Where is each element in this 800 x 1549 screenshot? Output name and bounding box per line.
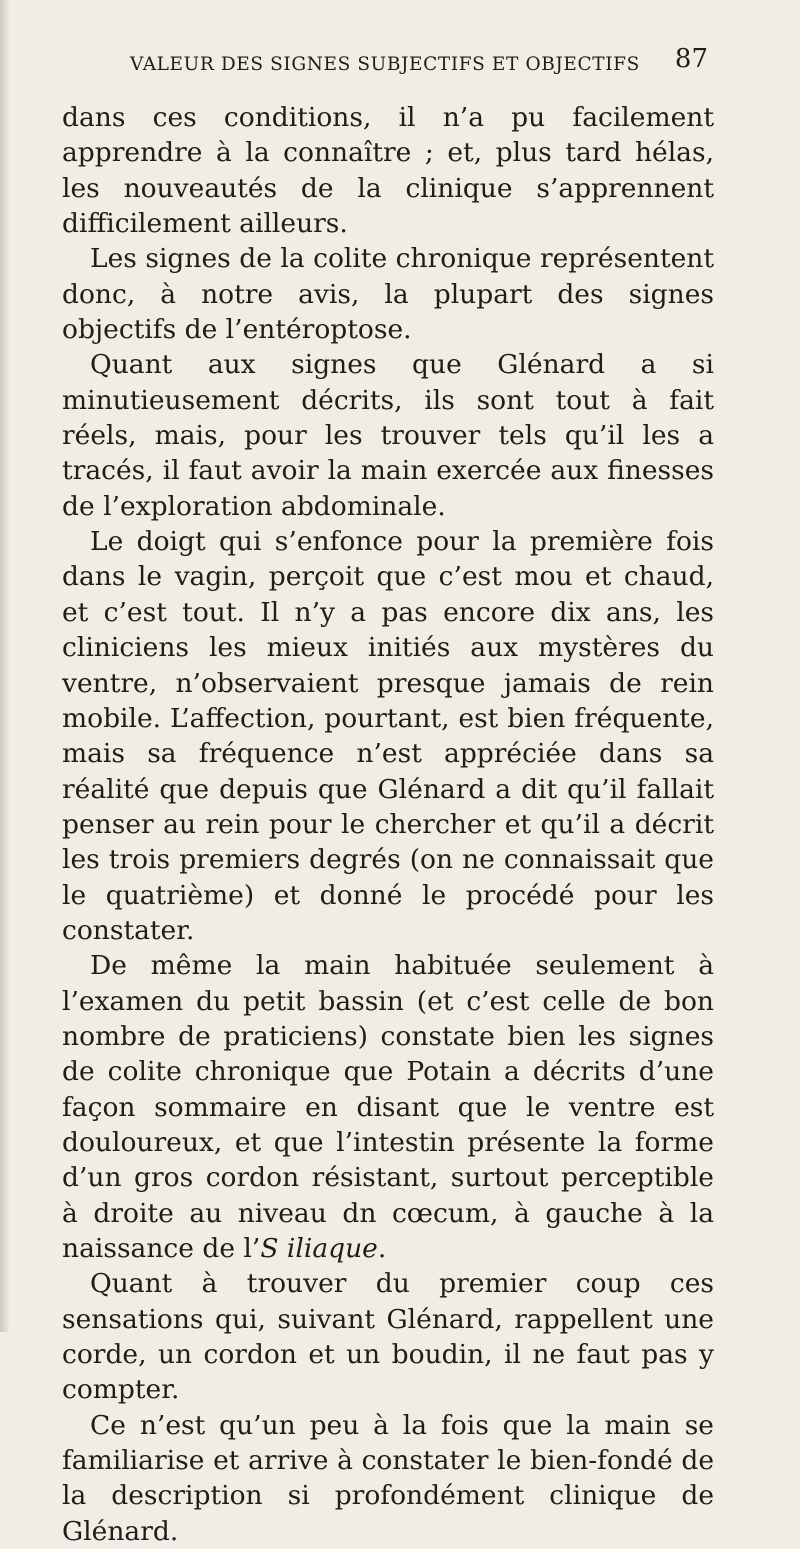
page-edge-shadow — [0, 0, 10, 1332]
paragraph-continuation: dans ces conditions, il n’a pu facilement apprendre à la connaître ; et, plus tard hélas, les nouveautés de la clinique s’apprennent difficilement ailleurs. — [62, 102, 714, 240]
paragraph-petit-bassin — [62, 948, 714, 1266]
paragraph-rein-mobile: Le doigt qui s’enfonce pour la première fois dans le vagin, perçoit que c’est mou et chaud, et c’est tout. Il n’y a pas encore dix ans, les cliniciens les mieux initiés aux mystères du ventre, n’observaient presque jamais de rein mobile. L’affection, pourtant, est bien fréquente, mais sa fréquence n’est appréciée dans sa réalité que depuis que Glénard a dit qu’il fallait penser au rein pour le chercher et qu’il a décrit les trois premiers degrés (on ne connaissait que le quatrième) et donné le procédé pour les constater. — [62, 526, 714, 946]
running-head — [130, 44, 708, 78]
paragraph-petit-bassin-text: De même la main habituée seulement à l’examen du petit bassin (et c’est celle de bon nombre de praticiens) constate bien les signes de colite chronique que Potain a décrits d’une façon sommaire en disant que le ventre est douloureux, et que l’intestin présente la forme d’un gros cordon résistant, surtout perceptible à droite au niveau dn cœcum, à gauche à la naissance de l’ — [62, 950, 714, 1264]
paragraph-conclusion: Ce n’est qu’un peu à la fois que la main se familiarise et arrive à constater le bien-fondé de la description si profondément clinique de Glénard. — [62, 1409, 714, 1547]
paragraph-colite: Les signes de la colite chronique représentent donc, à notre avis, la plupart des signes objectifs de l’entéroptose. — [62, 243, 714, 346]
paragraph-petit-bassin-end: . — [377, 1233, 387, 1264]
paragraph-signes-glenard: Quant aux signes que Glénard a si minutieusement décrits, ils sont tout à fait réels, mais, pour les trouver tels qu’il les a tracés, il faut avoir la main exercée aux finesses de l’exploration abdominale. — [62, 349, 714, 522]
page-number: 87 — [674, 44, 708, 74]
paragraph-sensations: Quant à trouver du premier coup ces sensations qui, suivant Glénard, rappellent une corde, un cordon et un boudin, il ne faut pas y compter. — [62, 1268, 714, 1406]
running-title: VALEUR DES SIGNES SUBJECTIFS ET OBJECTIFS — [130, 54, 640, 75]
s-iliaque-italic: S iliaque — [260, 1233, 378, 1264]
